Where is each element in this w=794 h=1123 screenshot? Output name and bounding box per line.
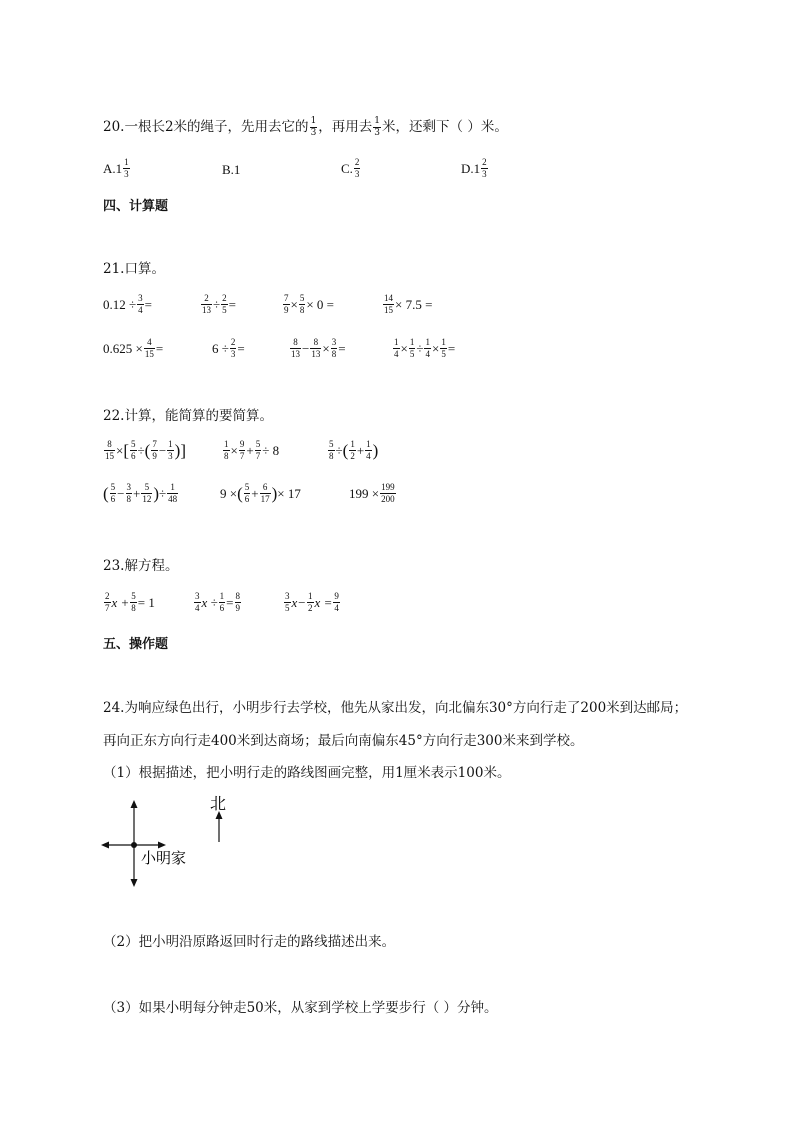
q21-item-3: $\frac{7}{9}$ × $\frac{5}{8}$ × 0 = [284, 293, 335, 315]
q21-item-1: 0.12 ÷ $\frac{3}{4}$ = [103, 293, 152, 315]
q20-frac2: $\frac{1}{3}$ [374, 116, 381, 138]
q20-option-a[interactable]: A. 1 $\frac{1}{3}$ [103, 157, 129, 179]
q21-item-6: 6 ÷ $\frac{2}{3}$ = [212, 337, 245, 359]
q22-title: 22.计算，能简算的要简算。 [103, 408, 273, 424]
q20-stem [103, 117, 508, 138]
q21-title: 21.口算。 [103, 261, 165, 277]
q22-expr-5: 9 × ( $\frac{5}{6}$ + $\frac{6}{17}$ ) × 17 [220, 482, 301, 504]
q24-part-3: （3）如果小明每分钟走50米，从家到学校上学要步行（ ）分钟。 [103, 1000, 498, 1016]
q20-option-c[interactable]: C. $\frac{2}{3}$ [341, 157, 360, 179]
q22-expr-2: $\frac{1}{8}$ × $\frac{9}{7}$ + $\frac{5}{7}$ ÷ 8 [224, 439, 280, 461]
q21-item-4: $\frac{14}{15}$ × 7.5 = [384, 293, 433, 315]
q20-mid: ，再用去 [318, 118, 373, 135]
q20-suffix: 米，还剩下（ ）米。 [382, 118, 508, 135]
q23-equation-1: $\frac{2}{7}$ x + $\frac{5}{8}$ = 1 [105, 591, 155, 613]
q22-expr-1: $\frac{8}{15}$ × [ $\frac{5}{6}$ ÷ ( $\frac{7}{9}$ − $\frac{1}{3}$ )] [105, 439, 186, 461]
q23-equation-3: $\frac{3}{5}$ x− $\frac{1}{2}$ x = $\frac{9}{4}$ [285, 591, 339, 613]
q24-part-2: （2）把小明沿原路返回时行走的路线描述出来。 [103, 934, 396, 950]
q22-expr-6: 199 × $\frac{199}{200}$ [349, 482, 395, 504]
west-arrow-icon [101, 842, 109, 849]
q21-item-7: $\frac{8}{13}$ − $\frac{8}{13}$ × $\frac{3}{8}$ = [291, 337, 346, 359]
q20-prefix: 20.一根长2米的绳子，先用去它的 [103, 118, 309, 135]
q23-equation-2: $\frac{3}{4}$ x ÷ $\frac{1}{6}$ = $\frac{8}{9}$ [195, 591, 240, 613]
q23-title: 23.解方程。 [103, 558, 179, 574]
south-arrow-icon [131, 879, 138, 887]
east-arrow-icon [158, 842, 166, 849]
q22-expr-4: ( $\frac{5}{6}$ − $\frac{3}{8}$ + $\frac{5}{12}$ ) ÷ $\frac{1}{48}$ [103, 482, 178, 504]
q20-option-b[interactable]: B. 1 [222, 161, 241, 177]
q24-stem-line-2: 再向正东方向行走400米到达商场；最后向南偏东45°方向行走300米来到学校。 [103, 733, 584, 749]
route-diagram[interactable] [95, 790, 235, 890]
q20-frac1: $\frac{1}{3}$ [310, 116, 317, 138]
q22-expr-3: $\frac{5}{8}$ ÷ ( $\frac{1}{2}$ + $\frac{1}{4}$ ) [329, 439, 379, 461]
q21-item-2: $\frac{2}{13}$ ÷ $\frac{2}{5}$ = [202, 293, 236, 315]
north-arrow-icon [131, 800, 138, 808]
home-point [131, 842, 137, 848]
q21-item-8: $\frac{1}{4}$ × $\frac{1}{5}$ ÷ $\frac{1}{4}$ × $\frac{1}{5}$ = [394, 337, 456, 359]
q24-stem-line-1: 24.为响应绿色出行，小明步行去学校，他先从家出发，向北偏东30°方向行走了200米到达邮局； [103, 700, 688, 716]
north-label: 北 [210, 794, 227, 813]
q20-option-d[interactable]: D. 1 $\frac{2}{3}$ [461, 157, 487, 179]
section-5-heading: 五、操作题 [103, 637, 169, 652]
home-label: 小明家 [141, 849, 187, 867]
section-4-heading: 四、计算题 [103, 199, 169, 214]
q24-part-1: （1）根据描述，把小明行走的路线图画完整，用1厘米表示100米。 [103, 765, 511, 781]
q21-item-5: 0.625 × $\frac{4}{15}$ = [103, 337, 164, 359]
